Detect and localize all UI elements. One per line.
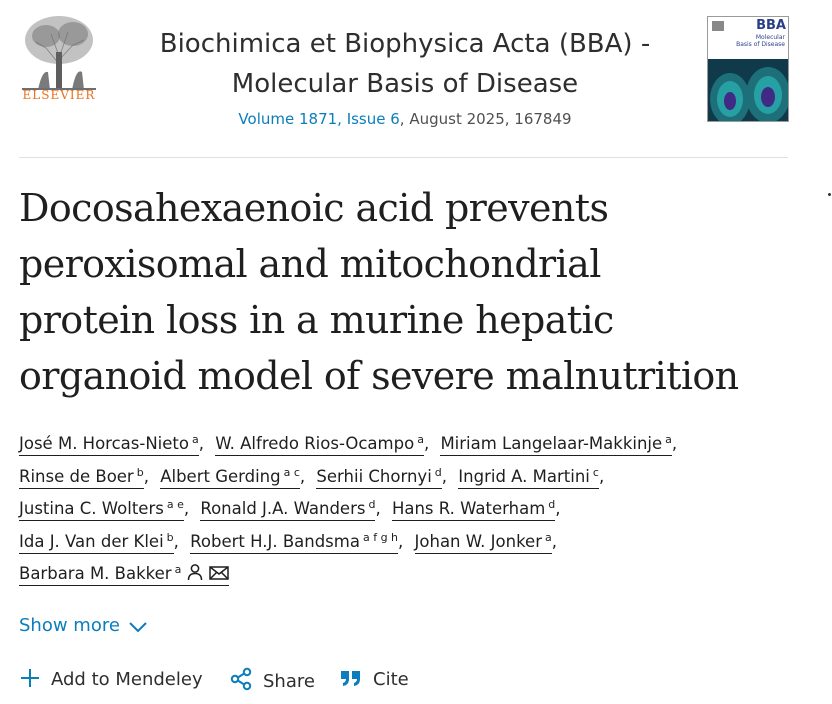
author-name: José M. Horcas-Nieto bbox=[19, 434, 189, 453]
affiliation-marker: a bbox=[174, 563, 182, 576]
author-link[interactable] bbox=[200, 494, 375, 521]
journal-title-line-2[interactable]: Molecular Basis of Disease bbox=[231, 69, 579, 99]
author-link[interactable] bbox=[392, 494, 555, 521]
affiliation-marker: a f g h bbox=[362, 530, 399, 544]
author-link[interactable] bbox=[415, 527, 552, 554]
header-divider bbox=[19, 157, 788, 158]
cite-button[interactable] bbox=[339, 667, 409, 690]
author-link[interactable] bbox=[440, 429, 671, 456]
article-title-line: peroxisomal and mitochondrial bbox=[19, 242, 601, 286]
author-link[interactable] bbox=[19, 527, 174, 554]
add-to-mendeley-label: Add to Mendeley bbox=[51, 669, 203, 690]
show-more-button[interactable] bbox=[19, 615, 148, 636]
affiliation-marker: a c bbox=[283, 465, 300, 479]
separator: , bbox=[598, 466, 605, 486]
author-name: Barbara M. Bakker bbox=[19, 564, 172, 583]
article-title-line: Docosahexaenoic acid prevents bbox=[19, 186, 609, 230]
separator: , bbox=[423, 434, 430, 453]
cover-title: BBA bbox=[756, 18, 786, 33]
author-name: Ingrid A. Martini bbox=[458, 466, 590, 486]
affiliation-marker: a e bbox=[166, 498, 184, 511]
separator: , bbox=[143, 466, 149, 486]
envelope-icon bbox=[209, 565, 229, 581]
article-title-line: protein loss in a murine hepatic bbox=[19, 298, 614, 342]
author-name: Rinse de Boer bbox=[19, 466, 134, 486]
author-name: Ida J. Van der Klei bbox=[19, 531, 164, 551]
author-link[interactable] bbox=[19, 494, 184, 521]
volume-info bbox=[110, 110, 700, 128]
separator: , bbox=[551, 531, 557, 551]
affiliation-marker: d bbox=[548, 498, 556, 511]
author-name: Robert H.J. Bandsma bbox=[190, 531, 360, 551]
affiliation-marker: c bbox=[592, 465, 599, 479]
affiliation-marker: d bbox=[434, 465, 442, 479]
author-name: Ronald J.A. Wanders bbox=[200, 499, 366, 518]
author-link[interactable] bbox=[19, 462, 144, 489]
elsevier-wordmark: ELSEVIER bbox=[22, 88, 96, 102]
separator: , bbox=[375, 499, 381, 518]
separator: , bbox=[173, 531, 179, 551]
author-name: Albert Gerding bbox=[160, 466, 281, 486]
cover-image bbox=[708, 59, 788, 121]
author-name: Miriam Langelaar-Makkinje bbox=[440, 434, 663, 453]
author-name: Serhii Chornyi bbox=[316, 466, 432, 486]
affiliation-marker: a bbox=[665, 433, 672, 446]
chevron-down-icon bbox=[128, 620, 148, 634]
add-to-mendeley-button[interactable] bbox=[19, 667, 203, 690]
cover-masthead bbox=[708, 17, 788, 59]
author-link[interactable] bbox=[19, 429, 199, 456]
journal-header bbox=[0, 0, 832, 158]
share-button[interactable] bbox=[229, 667, 315, 692]
author-list bbox=[19, 428, 799, 591]
article-title-line: organoid model of severe malnutrition bbox=[19, 354, 739, 398]
separator: , bbox=[671, 434, 678, 453]
separator: , bbox=[299, 466, 306, 486]
plus-icon bbox=[19, 667, 41, 689]
affiliation-marker: a bbox=[417, 433, 424, 446]
share-icon bbox=[229, 667, 253, 691]
volume-issue-link[interactable]: Volume 1871, Issue 6 bbox=[238, 110, 400, 128]
journal-title-line-1[interactable]: Biochimica et Biophysica Acta (BBA) - bbox=[159, 29, 651, 59]
author-name: Justina C. Wolters bbox=[19, 499, 164, 518]
author-link[interactable] bbox=[190, 527, 398, 554]
author-link[interactable] bbox=[316, 462, 441, 489]
author-name: Hans R. Waterham bbox=[391, 499, 546, 518]
cover-elsevier-mark-icon bbox=[710, 19, 732, 35]
author-link[interactable] bbox=[458, 462, 599, 489]
edge-marker bbox=[828, 193, 831, 196]
author-link[interactable] bbox=[215, 429, 424, 456]
affiliation-marker: d bbox=[368, 498, 376, 511]
volume-date-pages: , August 2025, 167849 bbox=[399, 110, 572, 128]
separator: , bbox=[441, 466, 448, 486]
cite-label: Cite bbox=[373, 669, 409, 690]
author-name: W. Alfredo Rios-Ocampo bbox=[215, 434, 415, 453]
separator: , bbox=[198, 434, 204, 453]
separator: , bbox=[555, 499, 561, 518]
author-link[interactable] bbox=[160, 462, 300, 489]
cover-subtitle-1: Molecular bbox=[755, 34, 785, 41]
person-icon bbox=[186, 563, 204, 581]
separator: , bbox=[398, 531, 404, 551]
article-title bbox=[19, 180, 809, 404]
affiliation-marker: a bbox=[191, 433, 199, 446]
affiliation-marker: b bbox=[166, 530, 174, 544]
author-link-corresponding[interactable] bbox=[19, 559, 229, 586]
author-name: Johan W. Jonker bbox=[414, 531, 542, 551]
share-label: Share bbox=[263, 671, 315, 692]
journal-info bbox=[110, 24, 700, 128]
affiliation-marker: a bbox=[545, 530, 552, 544]
journal-cover-thumbnail[interactable] bbox=[707, 16, 789, 122]
show-more-label: Show more bbox=[19, 615, 120, 636]
affiliation-marker: b bbox=[136, 465, 144, 479]
quote-icon bbox=[339, 667, 363, 689]
separator: , bbox=[183, 499, 190, 518]
cover-subtitle bbox=[736, 34, 785, 48]
cover-subtitle-2: Basis of Disease bbox=[736, 41, 785, 48]
